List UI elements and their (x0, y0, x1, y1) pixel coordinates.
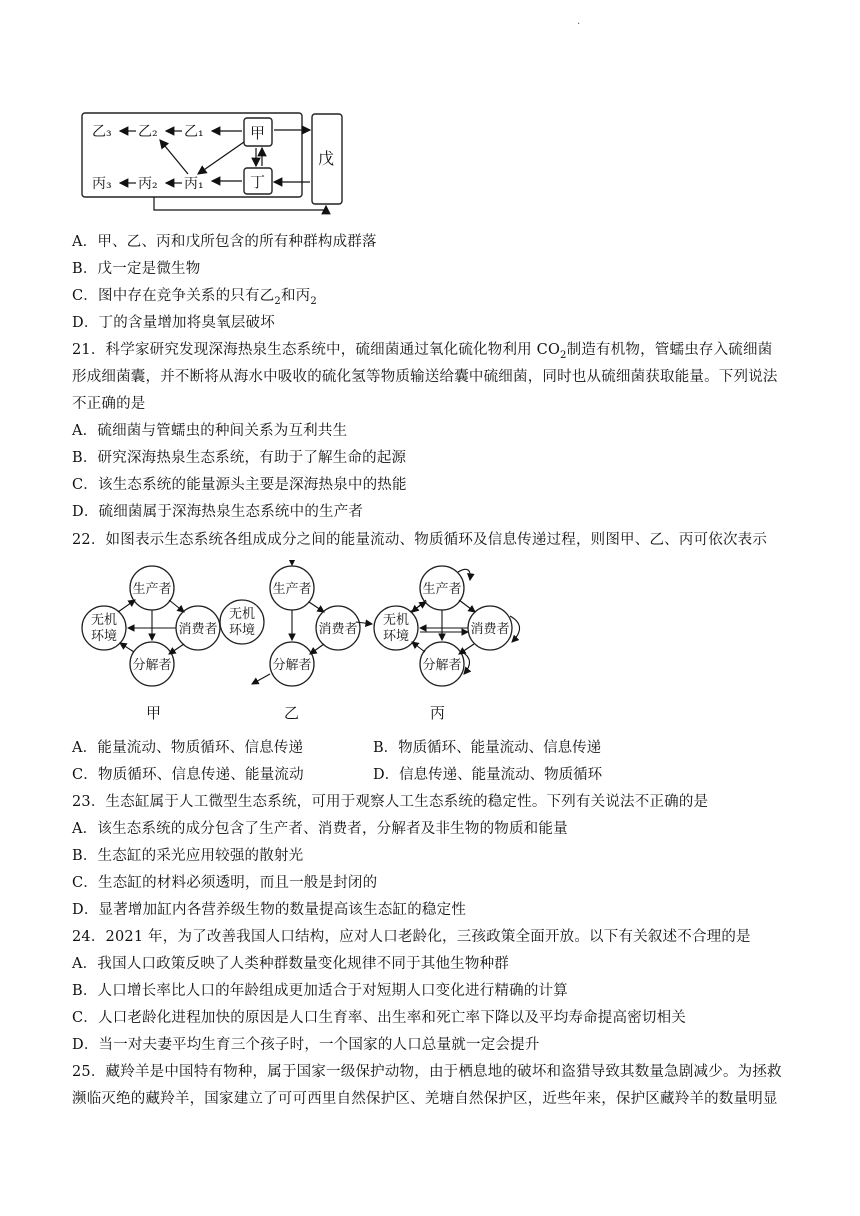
b2-label: 丙₂ (138, 176, 158, 192)
svg-text:消费者: 消费者 (470, 622, 510, 637)
svg-text:生产者: 生产者 (272, 582, 312, 597)
q20-option-c: C．图中存在竞争关系的只有乙$_2$和丙$_2$ (72, 288, 317, 307)
jia-label: 甲 (250, 124, 266, 142)
food-web-diagram (70, 108, 350, 218)
q21-stem-line3: 不正确的是 (72, 396, 146, 412)
q24-stem: 24．2021 年，为了改善我国人口结构，应对人口老龄化，三孩政策全面开放。以下有关叙述不合理的是 (72, 929, 751, 945)
q23-option-d: D．显著增加缸内各营养级生物的数量提高该生态缸的稳定性 (72, 902, 467, 918)
fig-label-bing: 丙 (430, 704, 446, 722)
q22-option-d: D．信息传递、能量流动、物质循环 (373, 767, 603, 783)
svg-text:环境: 环境 (90, 629, 118, 644)
svg-text:消费者: 消费者 (318, 622, 358, 637)
q24-option-b: B．人口增长率比人口的年龄组成更加适合于对短期人口变化进行精确的计算 (72, 983, 568, 999)
ecosystem-diagrams (70, 560, 540, 690)
svg-text:消费者: 消费者 (178, 622, 218, 637)
svg-text:无机: 无机 (90, 613, 118, 628)
q24-option-c: C．人口老龄化进程加快的原因是人口生育率、出生率和死亡率下降以及平均寿命提高密切相关 (72, 1010, 686, 1026)
q24-option-d: D．当一对夫妻平均生育三个孩子时，一个国家的人口总量就一定会提升 (72, 1037, 540, 1053)
q23-option-c: C．生态缸的材料必须透明，而且一般是封闭的 (72, 875, 378, 891)
q22-option-a: A．能量流动、物质循环、信息传递 (72, 740, 304, 756)
ding-label: 丁 (250, 173, 266, 191)
b1-label: 丙₁ (184, 176, 204, 192)
q20-option-b: B．戊一定是微生物 (72, 261, 201, 277)
y3-label: 乙₃ (92, 124, 112, 140)
q24-option-a: A．我国人口政策反映了人类种群数量变化规律不同于其他生物种群 (72, 956, 509, 972)
svg-text:生产者: 生产者 (422, 582, 462, 597)
svg-text:无机: 无机 (382, 613, 410, 628)
q20-option-a: A．甲、乙、丙和戊所包含的所有种群构成群落 (72, 234, 377, 250)
q23-stem: 23．生态缸属于人工微型生态系统，可用于观察人工生态系统的稳定性。下列有关说法不正确的是 (72, 794, 709, 810)
svg-text:分解者: 分解者 (272, 658, 312, 673)
fig-label-jia: 甲 (146, 704, 162, 722)
q23-option-b: B．生态缸的采光应用较强的散射光 (72, 848, 304, 864)
header-dot: . (577, 16, 581, 27)
q22-stem: 22．如图表示生态系统各组成成分之间的能量流动、物质循环及信息传递过程，则图甲、乙、丙可依次表示 (72, 532, 768, 548)
svg-text:分解者: 分解者 (132, 658, 172, 673)
q21-option-a: A．硫细菌与管蠕虫的种间关系为互利共生 (72, 423, 348, 439)
fig-label-yi: 乙 (284, 704, 300, 722)
svg-text:环境: 环境 (228, 623, 256, 638)
diagram-bing (356, 566, 520, 686)
q21-option-c: C．该生态系统的能量源头主要是深海热泉中的热能 (72, 477, 407, 493)
diagram-yi (220, 560, 360, 686)
b3-label: 丙₃ (92, 176, 112, 192)
q23-option-a: A．该生态系统的成分包含了生产者、消费者，分解者及非生物的物质和能量 (72, 821, 568, 837)
y2-label: 乙₂ (138, 124, 158, 140)
q20-option-d: D．丁的含量增加将臭氧层破坏 (72, 315, 275, 331)
q22-option-c: C．物质循环、信息传递、能量流动 (72, 767, 304, 783)
q25-stem-line1: 25．藏羚羊是中国特有物种，属于国家一级保护动物，由于栖息地的破坏和盗猎导致其数量急剧减少。为拯救 (72, 1064, 782, 1080)
y1-label: 乙₁ (184, 124, 204, 140)
diagram-jia (82, 566, 220, 686)
svg-text:生产者: 生产者 (132, 582, 172, 597)
q21-option-d: D．硫细菌属于深海热泉生态系统中的生产者 (72, 504, 364, 520)
wu-label: 戊 (318, 149, 335, 168)
q21-stem-line1: 21．科学家研究发现深海热泉生态系统中，硫细菌通过氧化硫化物利用 $CO_2$制造有机物，管蠕虫存入硫细菌 (72, 342, 773, 361)
q22-option-b: B．物质循环、能量流动、信息传递 (373, 740, 602, 756)
svg-text:无机: 无机 (228, 607, 256, 622)
svg-text:环境: 环境 (382, 629, 410, 644)
svg-text:分解者: 分解者 (422, 658, 462, 673)
q21-option-b: B．研究深海热泉生态系统，有助于了解生命的起源 (72, 450, 407, 466)
q25-stem-line2: 濒临灭绝的藏羚羊，国家建立了可可西里自然保护区、羌塘自然保护区，近些年来，保护区藏羚羊的数量明显 (72, 1091, 778, 1107)
q21-stem-line2: 形成细菌囊，并不断将从海水中吸收的硫化氢等物质输送给囊中硫细菌，同时也从硫细菌获取能量。下列说法 (72, 369, 778, 385)
